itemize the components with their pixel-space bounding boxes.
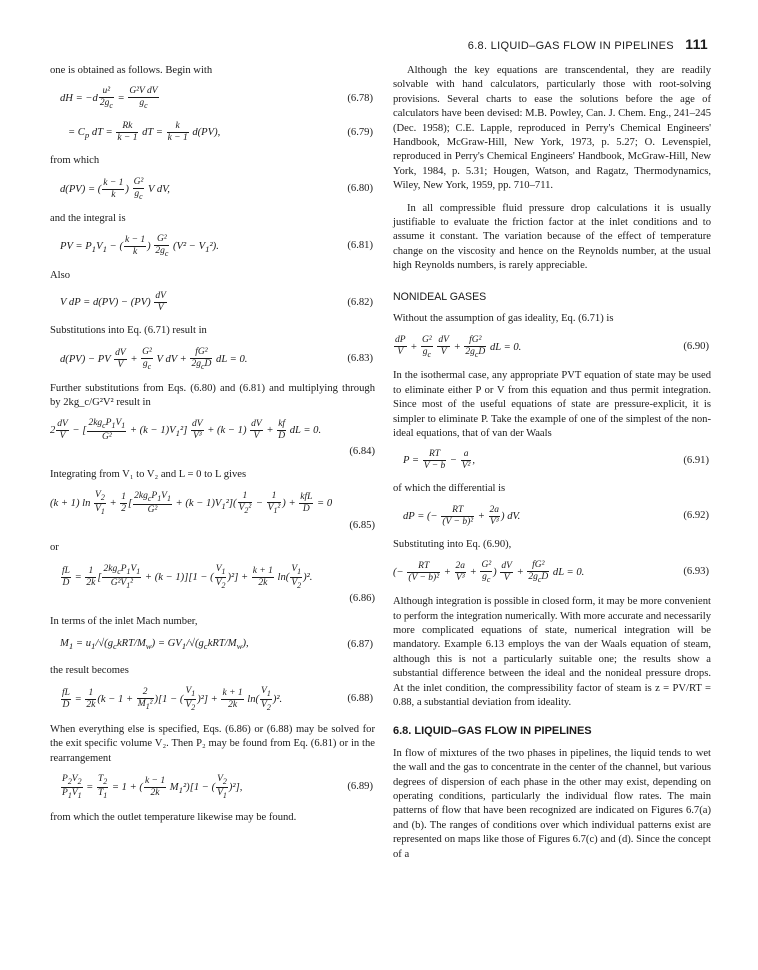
paragraph: When everything else is specified, Eqs. (6.86) or (6.88) may be solved for the exit specific volume V₂. Then P₂ may be found from Eq. (6.81) or in the rearrangement [50, 724, 375, 764]
section-heading: 6.8. LIQUID–GAS FLOW IN PIPELINES [393, 725, 592, 738]
eq-number: (6.78) [347, 92, 373, 104]
eq-number: (6.93) [683, 566, 709, 578]
equation-6-87: $M_1 = u_1/√(g_ckRT/M_w) = GV_1/√(g_ckRT/M_w)$, (6.87) [60, 638, 373, 652]
equation-6-83: d(PV) − PV $\frac{dV}{V}$ + $\frac{\text{G²}}{g_c}$ V dV + $\frac{\text{fG²}}{2g_cD}$ dL = 0. (6.83) [60, 346, 373, 371]
equation-6-93: (− $\frac{RT}{\text{(V − b)²}}$ + $\frac{2a}{\text{V³}}$ + $\frac{\text{G²}}{g_c}$ ) $\frac{dV}{V}$ + $\frac{\text{fG²}}{2g_cD}$ dL = 0. (6.93) [393, 560, 709, 585]
paragraph: Integrating from V₁ to V₂ and L = 0 to L gives [50, 468, 247, 480]
page-number: 111 [685, 36, 708, 52]
paragraph: Without the assumption of gas ideality, Eq. (6.71) is [393, 313, 614, 325]
left-column [50, 64, 375, 833]
paragraph: Although the key equations are transcendental, they are readily solvable with hand calculators, particularly those with root-solving provisions. Several charts to ease the solutions before the age of calculators have been devised: M.B. Powley, Can. J. Chem. Eng., 241–245 (Dec. 1958); C.E. Lapple, reproduced in Perry's Chemical Engineers' Handbook, McGraw-Hill, New York, 1973, p. 5.27; O. Levenspiel, reproduced in Perry's Chemical Engineers' Handbook, McGraw-Hill, New York, 1984, p. 5.31; Hougen, Watson, and Ragatz, Thermodynamics, Wiley, New York, 1959, pp. 710–711. [393, 65, 711, 192]
eq-number: (6.81) [347, 240, 373, 252]
paragraph: Further substitutions from Eqs. (6.80) and (6.81) and multiplying through by 2kg_c/G²V² result in [50, 382, 375, 408]
equation-6-92: dP = (− $\frac{RT}{\text{(V − b)²}}$ + $\frac{2a}{\text{V³}}$ ) dV. (6.92) [403, 504, 709, 527]
eq-number: (6.91) [683, 454, 709, 466]
paragraph: Although integration is possible in closed form, it may be more convenient to perform the integration numerically. With more accurate and necessarily more complicated equations of state, numerical integration will be mandatory. Example 6.13 employs the van der Waals equation of steam, although this is not a particularly suitable one; the results show a substantial difference between the ideal and the nonideal pressure drops. At the inlet condition, the compressibility factor of steam is z = PV/RT = 0.88, a substantial deviation from ideality. [393, 596, 711, 708]
eq-number: (6.85) [349, 519, 375, 531]
subheading: NONIDEAL GASES [393, 290, 487, 303]
paragraph: or [50, 542, 59, 554]
equation-6-91: P = $\frac{RT}{V - b}$ − $\frac{a}{\text{V²}}$ , (6.91) [403, 449, 709, 472]
equation-6-82: V dP = d(PV) − (PV) $\frac{dV}{V}$ (6.82) [60, 291, 373, 314]
equation-6-88: $\frac{fL}{D}$ = $\frac{1}{2k}$ (k − 1 + $\frac{2}{M_1^2}$ )[1 − ( $\frac{V_1}{V_2}$ )²] + $\frac{k + 1}{2k}$ ln( $\frac{V_1}{V_2}$ )². (6.88) [62, 686, 373, 712]
paragraph: from which [50, 155, 100, 167]
eq-number: (6.86) [349, 593, 375, 605]
eq-number: (6.84) [349, 446, 375, 458]
header-section: 6.8. LIQUID–GAS FLOW IN PIPELINES [467, 40, 674, 52]
paragraph: In terms of the inlet Mach number, [50, 615, 198, 627]
paragraph: Also [50, 269, 71, 281]
equation-6-90: $\frac{dP}{V}$ + $\frac{\text{G²}}{g_c}$ $\frac{dV}{V}$ + $\frac{\text{fG²}}{2g_cD}$ dL = 0. (6.90) [395, 334, 709, 359]
paragraph: the result becomes [50, 664, 129, 676]
paragraph: of which the differential is [393, 483, 506, 495]
paragraph: In the isothermal case, any appropriate PVT equation of state may be used to eliminate either P or V from this equation and thus permit integration. Since most of the useful equations of state are pressure-explicit, it is simpler to eliminate P. Take the example of one of the simplest of the non-ideal equations, that of van der Waals [393, 370, 711, 440]
paragraph: In flow of mixtures of the two phases in pipelines, the liquid tends to wet the wall and the gas to concentrate in the center of the channel, but various degrees of dispersion of each phase in the other may exist, depending on operating conditions, particularly the individual flow rates. The main patterns of flow that have been recognized are indicated on Figures 6.7(a) and (b). The ranges of conditions over which individual patterns exist are represented on maps like those of Figures 6.7(c) and (d). Since the concept of a [393, 747, 711, 860]
equation-6-86: $\frac{fL}{D}$ = $\frac{1}{2k}$ [ $\frac{2kg_cP_1V_1}{G^2V_1^2}$ + (k − 1)][1 − ( $\frac{V_1}{V_2}$ )²] + $\frac{k + 1}{2k}$ ln( $\frac{V_1}{V_2}$ )². [62, 563, 313, 590]
paragraph: from which the outlet temperature likewise may be found. [50, 812, 297, 823]
equation-6-84: 2 $\frac{dV}{V}$ − [ $\frac{2kg_cP_1V_1}{\text{G²}}$ + $(k - 1)V_1^2$] $\frac{dV}{\text{V³}}$ + (k − 1) $\frac{dV}{V}$ + $\frac{kf}{D}$ dL = 0. [50, 418, 322, 443]
paragraph: Substituting into Eq. (6.90), [393, 538, 512, 550]
eq-number: (6.80) [347, 182, 373, 194]
equation-6-85: (k + 1) ln $\frac{V_2}{V_1}$ + $\frac{1}{2}$ [ $\frac{2kg_cP_1V_1}{\text{G²}}$ + $(k - 1)V_1^2$]( $\frac{1}{V_2^2}$ − $\frac{1}{V_1^2}$ ) + $\frac{\text{kfL}}{D}$ = 0 [50, 490, 333, 516]
equation-6-81: PV = $P_1V_1$ − ( $\frac{k - 1}{k}$ ) $\frac{\text{G²}}{2g_c}$ $(V^2 - V_1^2)$. (6.81) [60, 234, 373, 258]
eq-number: (6.82) [347, 296, 373, 308]
eq-number: (6.90) [683, 340, 709, 352]
equation-6-79: = $C_p$ dT = $\frac{Rk}{k - 1}$ dT = $\frac{k}{k - 1}$ d(PV), (6.79) [60, 121, 373, 144]
eq-number: (6.88) [347, 693, 373, 705]
equation-6-89: $\frac{P_2V_2}{P_1V_1}$ = $\frac{T_2}{T_1}$ = 1 + ( $\frac{k - 1}{2k}$ $M_1^2)[1$ − ( $\frac{V_2}{V_1}$ )²], (6.89) [62, 774, 373, 800]
equation-6-80: d(PV) = ( $\frac{k - 1}{k}$ ) $\frac{\text{G²}}{g_c}$ V dV, (6.80) [60, 176, 373, 201]
eq-number: (6.79) [347, 126, 373, 138]
paragraph: one is obtained as follows. Begin with [50, 65, 213, 76]
eq-number: (6.89) [347, 781, 373, 793]
right-column [393, 64, 711, 870]
paragraph: and the integral is [50, 212, 126, 224]
paragraph: In all compressible fluid pressure drop calculations it is usually justifiable to evaluate the friction factor at the inlet conditions and to assume it constant. The variation because of the effect of temperature change on the viscosity and hence on the Reynolds number, at the usual high Reynolds numbers, is rarely appreciable. [393, 202, 711, 272]
paragraph: Substitutions into Eq. (6.71) result in [50, 325, 207, 337]
eq-number: (6.87) [347, 639, 373, 651]
eq-number: (6.83) [347, 352, 373, 364]
running-header [468, 36, 708, 52]
equation-6-78: dH = −d $\frac{\text{u²}}{2g_c}$ = $\frac{\text{G²V dV}}{g_c}$ (6.78) [60, 86, 373, 111]
eq-number: (6.92) [683, 510, 709, 522]
